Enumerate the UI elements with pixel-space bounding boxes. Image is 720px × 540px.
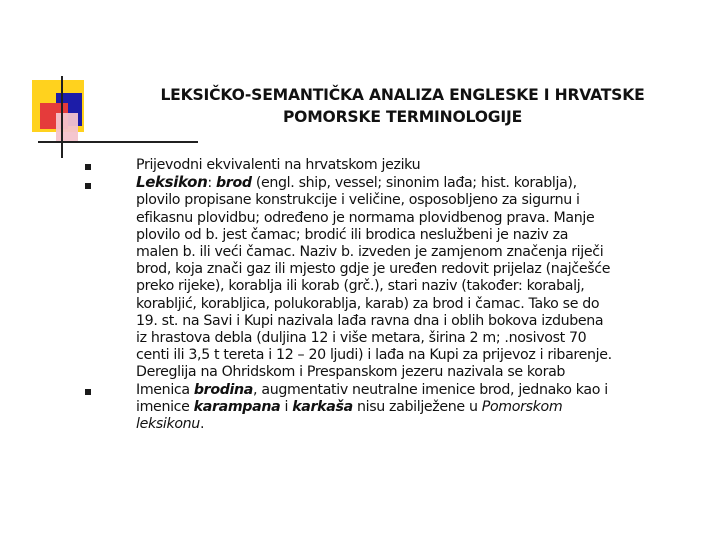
bullet-text-line: plovilo propisane konstrukcije i veličine, osposobljeno za sigurnu i — [136, 192, 580, 209]
slide-title-line-2: POMORSKE TERMINOLOGIJE — [282, 108, 523, 126]
leksikon-label: Leksikon — [136, 173, 208, 192]
decor-horizontal-line — [38, 141, 198, 143]
bullet-item-2 — [96, 174, 708, 381]
bullet-text-line: korabljić, korabljica, polukorablja, karab) za brod i čamac. Tako se do — [136, 295, 600, 312]
slide-title — [95, 84, 710, 128]
bullet-text-line-1: Leksikon: brod (engl. ship, vessel; sinonim lađa; hist. korablja), — [136, 173, 577, 192]
square-bullet-icon — [85, 164, 91, 170]
term-brod: brod — [216, 175, 252, 192]
slide-title-line-1: LEKSIČKO-SEMANTIČKA ANALIZA ENGLESKE I HRVATSKE — [160, 86, 645, 104]
bullet-text-line: centi ili 3,5 t tereta i 12 – 20 ljudi) i lađa na Kupi za prijevoz i ribarenje. — [136, 347, 612, 364]
decor-vertical-line — [61, 76, 63, 158]
pomorskom-italic: Pomorskom — [481, 398, 563, 415]
bullet-text-line-2: imenice karampana i karkaša nisu zabilježene u Pomorskom — [136, 398, 563, 415]
bullet-text-line: plovilo od b. jest čamac; brodić ili brodica neslužbeni je naziv za — [136, 226, 569, 243]
bullet-text-line: efikasnu plovidbu; određeno je normama plovidbenog prava. Manje — [136, 209, 595, 226]
term-karampana: karampana — [193, 398, 281, 415]
bullet-text-line-3: leksikonu. — [136, 416, 205, 433]
square-bullet-icon — [85, 389, 91, 395]
term-brodina: brodina — [193, 381, 254, 398]
leksikonu-italic: leksikonu — [136, 416, 200, 433]
bullet-list — [96, 157, 708, 433]
term-karkasa: karkaša — [292, 398, 353, 415]
bullet-text: Prijevodni ekvivalenti na hrvatskom jeziku — [136, 157, 421, 173]
bullet-text-line: iz hrastova debla (duljina 12 i više metara, širina 2 m; .nosivost 70 — [136, 330, 587, 347]
bullet-item-3 — [96, 382, 708, 434]
bullet-text-line-1: Imenica brodina, augmentativ neutralne imenice brod, jednako kao i — [136, 381, 608, 398]
decor-pink-square — [56, 113, 78, 141]
square-bullet-icon — [85, 183, 91, 189]
bullet-text-line: 19. st. na Savi i Kupi nazivala lađa ravna dna i oblih bokova izdubena — [136, 312, 604, 329]
bullet-text-line: preko rijeke), korablja ili korab (grč.), stari naziv (također: korabalj, — [136, 278, 585, 295]
bullet-text-line: Dereglija na Ohridskom i Prespanskom jezeru nazivala se korab — [136, 364, 566, 381]
bullet-item-1 — [96, 157, 708, 174]
bullet-text-line: brod, koja znači gaz ili mjesto gdje je uređen redovit prijelaz (najčešće — [136, 261, 611, 278]
bullet-text-line: malen b. ili veći čamac. Naziv b. izveden je zamjenom značenja riječi — [136, 244, 604, 261]
